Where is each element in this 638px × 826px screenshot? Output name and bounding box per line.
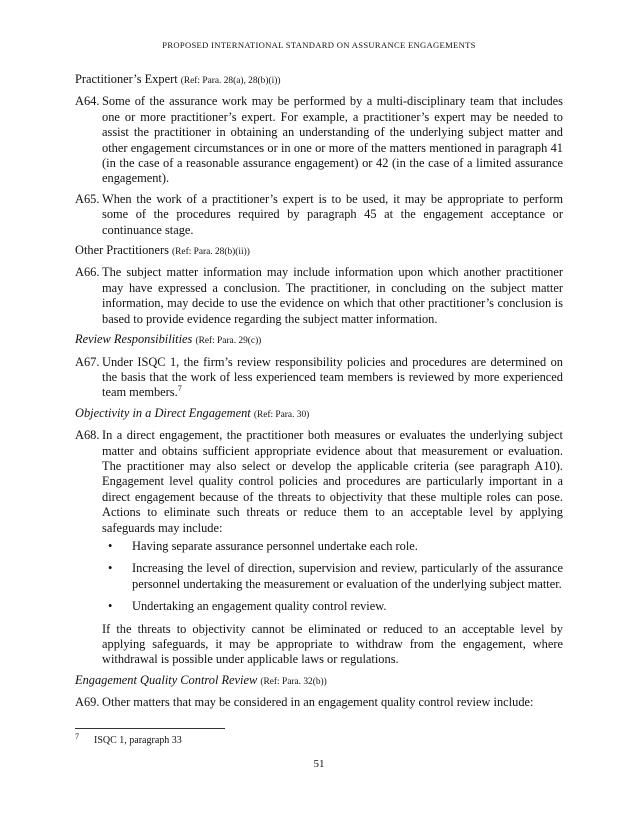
footnote-reference[interactable]: 7 [177,384,182,394]
heading-title: Practitioner’s Expert [75,72,178,86]
heading-ref: (Ref: Para. 28(b)(ii)) [172,247,250,258]
list-item-text: Having separate assurance personnel undertake each role. [132,538,418,553]
paragraph-a67 [75,355,563,401]
page-number: 51 [313,758,325,770]
bullet-marker: • [108,538,113,553]
section-heading-review-responsibilities [75,332,563,349]
heading-ref: (Ref: Para. 29(c)) [195,336,262,347]
heading-ref: (Ref: Para. 28(a), 28(b)(i)) [180,76,281,86]
heading-title: Objectivity in a Direct Engagement [75,405,251,420]
section-heading-eqcr [75,673,563,690]
heading-title: Review Responsibilities [75,332,193,347]
bullet-marker: • [108,561,113,576]
heading-title: Engagement Quality Control Review [75,672,258,687]
list-item [102,599,563,614]
list-item [102,561,563,592]
paragraph-text: When the work of a practitioner’s expert is to be used, it may be appropriate to perform some of the procedures required by paragraph 45 at the engagement acceptance or continuance stage. [102,191,563,237]
footnote-text: ISQC 1, paragraph 33 [94,735,182,746]
paragraph-number: A65. [75,191,100,206]
paragraph-text: The subject matter information may include information upon which another practitioner may have expressed a conclusion. The practitioner, in concluding on the subject matter information, may decide to use the evidence on which that other practitioner’s conclusion is based to provide evidence regarding the subject matter information. [102,265,563,326]
heading-ref: (Ref: Para. 30) [253,409,310,420]
section-heading-other-practitioners [75,243,563,260]
running-head: PROPOSED INTERNATIONAL STANDARD ON ASSURANCE ENGAGEMENTS [162,40,476,50]
paragraph-number: A66. [75,265,100,280]
paragraph-a68 [75,428,563,668]
paragraph-text-wrapper [102,355,563,401]
paragraph-number: A64. [75,94,100,109]
paragraph-closing-text: If the threats to objectivity cannot be eliminated or reduced to an acceptable level by applying safeguards, it may be appropriate to withdraw from the engagement, where withdrawal is possible under applicable laws or regulations. [102,621,563,667]
paragraph-a64 [75,94,563,186]
paragraph-body [102,428,563,668]
heading-ref: (Ref: Para. 32(b)) [260,676,327,687]
section-heading-objectivity [75,406,563,423]
paragraph-a66 [75,265,563,327]
paragraph-text: In a direct engagement, the practitioner both measures or evaluates the underlying subject matter and obtains sufficient appropriate evidence about that measurement or evaluation. The practitioner may also select or develop the applicable criteria (see paragraph A10). Engagement level quality control policies and procedures are particularly important in a direct engagement because of the threats to objectivity that these multiple roles can pose. Actions to eliminate such threats or reduce them to an acceptable level by applying safeguards may include: [102,428,563,535]
bullet-list [102,539,563,615]
footnote-divider [75,728,225,729]
paragraph-number: A68. [75,428,100,443]
paragraph-a69 [75,695,563,710]
footnote-mark: 7 [75,732,79,741]
paragraph-number: A67. [75,354,100,369]
list-item [102,539,563,554]
page-content [75,72,563,716]
list-item-text: Increasing the level of direction, supervision and review, particularly of the assurance personnel undertaking the measurement or evaluation of the underlying subject matter. [132,561,563,591]
paragraph-text: Some of the assurance work may be performed by a multi-disciplinary team that includes one or more practitioner’s expert. For example, a practitioner’s expert may be needed to assist the practitioner in obtaining an understanding of the underlying subject matter and other engagement circumstances or in one or more of the matters mentioned in paragraph 41 (in the case of a reasonable assurance engagement) or 42 (in the case of a limited assurance engagement). [102,94,563,186]
paragraph-number: A69. [75,695,100,710]
paragraph-text: Under ISQC 1, the firm’s review responsibility policies and procedures are determined on the basis that the work of less experienced team members is reviewed by more experienced team members. [102,354,563,400]
section-heading-practitioners-expert [75,72,563,89]
bullet-marker: • [108,599,113,614]
paragraph-text: Other matters that may be considered in an engagement quality control review include: [102,695,534,710]
list-item-text: Undertaking an engagement quality control review. [132,599,387,614]
paragraph-a65 [75,192,563,238]
heading-title: Other Practitioners [75,243,169,258]
